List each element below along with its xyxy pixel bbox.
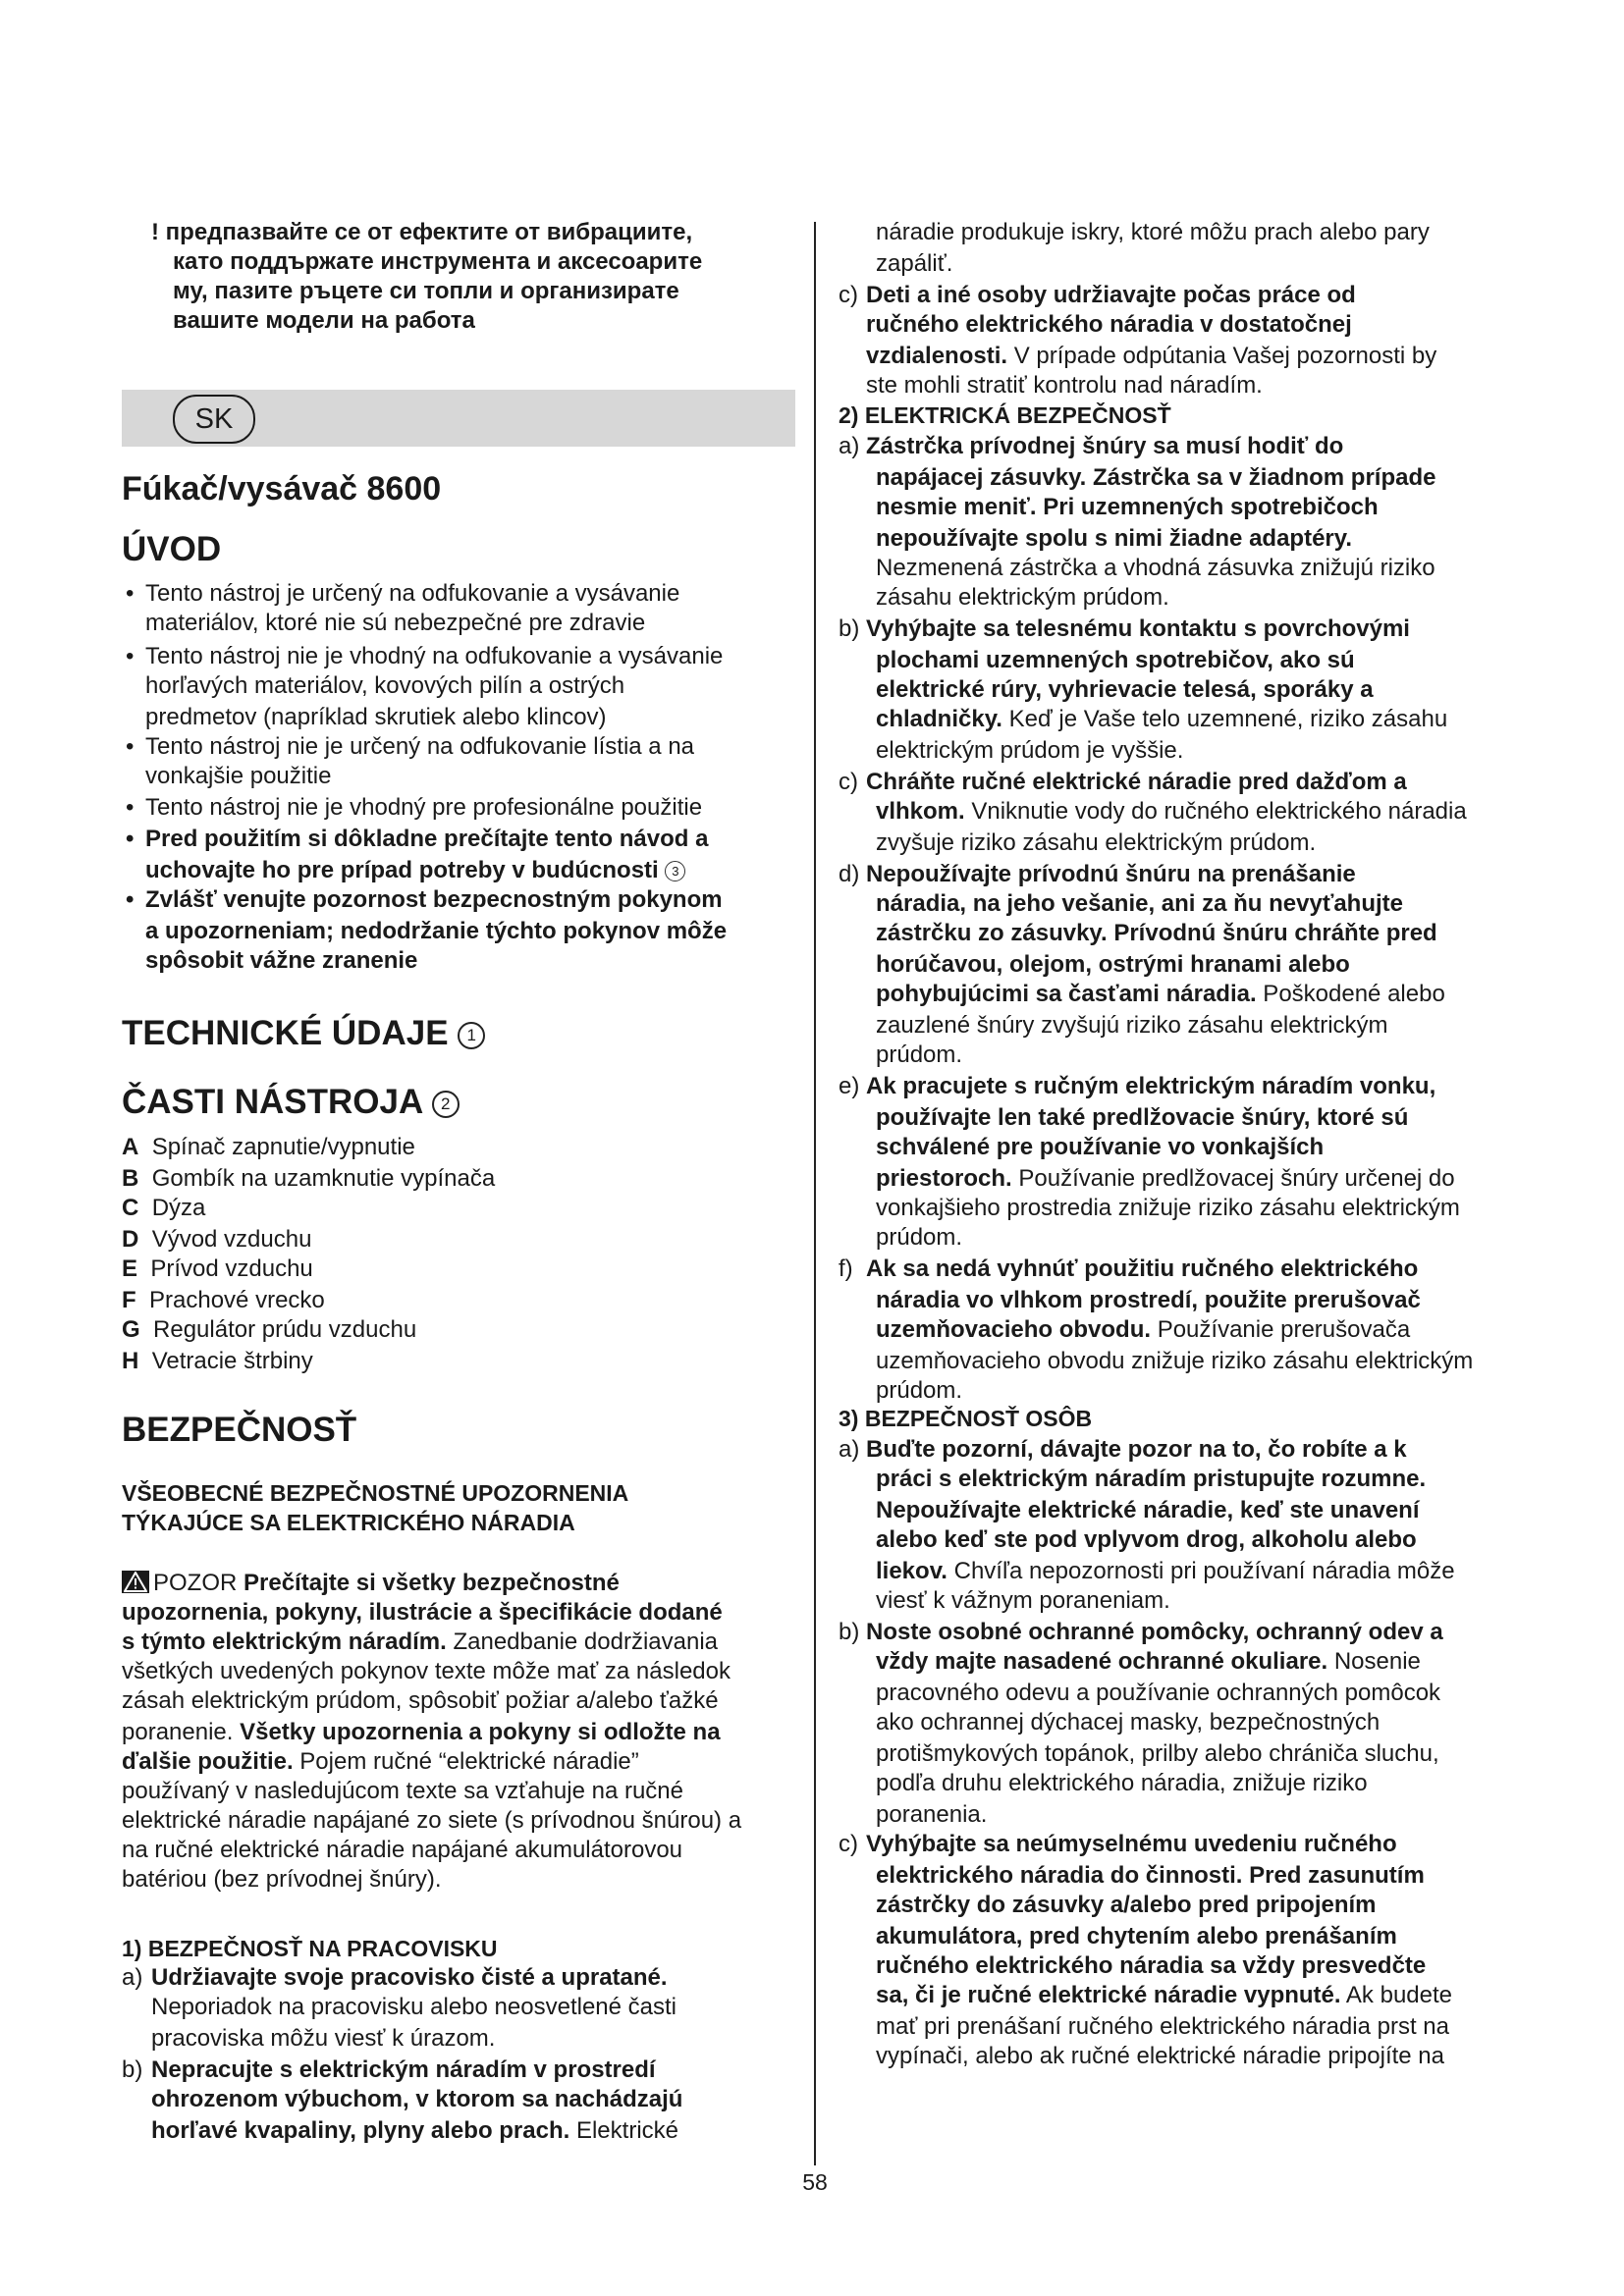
page-number: 58 bbox=[802, 2169, 828, 2195]
safety-sub-2: TÝKAJÚCE SA ELEKTRICKÉHO NÁRADIA bbox=[122, 1510, 575, 1535]
warning-w5: zásah elektrickým prúdom, spôsobiť požiar a/alebo ťažké bbox=[122, 1687, 719, 1714]
item-letter: c) bbox=[839, 769, 858, 795]
r-line bbox=[876, 1315, 1410, 1345]
bullet-dot: • bbox=[126, 886, 135, 913]
s3-heading: 3) BEZPEČNOSŤ OSÔB bbox=[839, 1406, 1093, 1431]
warning-w6b: Všetky upozornenia a pokyny si odložte na bbox=[240, 1719, 721, 1745]
bullet-dot: • bbox=[126, 794, 135, 821]
part-letter: H bbox=[122, 1348, 139, 1374]
r-line: zástrčku zo zásuvky. Prívodnú šnúru chráňte pred bbox=[876, 920, 1437, 946]
warning-w8: používaný v nasledujúcom texte sa vzťahuje na ručné bbox=[122, 1778, 684, 1804]
part-text: Gombík na uzamknutie vypínača bbox=[151, 1165, 496, 1192]
r-bold: pohybujúcimi sa časťami náradia. bbox=[876, 981, 1257, 1007]
bullet-dot: • bbox=[126, 643, 135, 669]
s1b-line-1: Nepracujte s elektrickým náradím v prostredí bbox=[151, 2056, 656, 2083]
part-item bbox=[122, 1286, 325, 1315]
bullet-dot: • bbox=[126, 580, 135, 607]
r-line: ručného elektrického náradia v dostatočnej bbox=[866, 311, 1352, 338]
warning-w7b: ďalšie použitie. bbox=[122, 1748, 294, 1775]
part-item bbox=[122, 1315, 416, 1345]
bg-line-1: ! предпазвайте се от ефектите от вибрациите, bbox=[151, 219, 693, 245]
r-line: protišmykových topánok, prilby alebo chrániča sluchu, bbox=[876, 1740, 1439, 1767]
r-line bbox=[876, 705, 1447, 734]
r-line bbox=[866, 342, 1436, 371]
part-item bbox=[122, 1225, 311, 1255]
safety-heading: BEZPEČNOSŤ bbox=[122, 1411, 357, 1449]
page-title: Fúkač/vysávač 8600 bbox=[122, 470, 442, 507]
r-line: elektrické rúry, vyhrievacie telesá, sporáky a bbox=[876, 676, 1374, 703]
item-letter: b) bbox=[122, 2056, 143, 2083]
uvod-b6b: a upozorneniam; nedodržanie týchto pokynov môže bbox=[145, 918, 728, 944]
r-line: elektrického náradia do činnosti. Pred zasunutím bbox=[876, 1862, 1425, 1889]
r-line bbox=[876, 797, 1467, 827]
r-line: práci s elektrickým náradím pristupujte rozumne. bbox=[876, 1466, 1427, 1492]
r-text: Používanie predlžovacej šnúry určenej do bbox=[1011, 1165, 1455, 1192]
r-line: Buďte pozorní, dávajte pozor na to, čo robíte a k bbox=[866, 1436, 1407, 1463]
r-line: Noste osobné ochranné pomôcky, ochranný odev a bbox=[866, 1619, 1443, 1645]
r-text: V prípade odpútania Vašej pozornosti by bbox=[1007, 343, 1437, 369]
s1a-line-3: pracoviska môžu viesť k úrazom. bbox=[151, 2025, 496, 2052]
parts-heading: ČASTI NÁSTROJA bbox=[122, 1083, 422, 1121]
part-letter: D bbox=[122, 1226, 139, 1253]
r-text: Ak budete bbox=[1340, 1982, 1453, 2008]
r-bold: uzemňovacieho obvodu. bbox=[876, 1316, 1152, 1343]
bg-line-4: вашите модели на работа bbox=[173, 307, 475, 334]
r-line: poranenia. bbox=[876, 1801, 988, 1828]
warning-w2: upozornenia, pokyny, ilustrácie a špecifikácie dodané bbox=[122, 1599, 723, 1626]
part-item bbox=[122, 1133, 415, 1162]
r-line bbox=[876, 1557, 1455, 1586]
warning-w7: Pojem ručné “elektrické náradie” bbox=[293, 1748, 639, 1775]
item-letter: f) bbox=[839, 1255, 853, 1282]
r-line: zapáliť. bbox=[876, 250, 953, 277]
uvod-b1b: materiálov, ktoré nie sú nebezpečné pre zdravie bbox=[145, 610, 646, 636]
item-letter: b) bbox=[839, 1619, 860, 1645]
bullet-dot: • bbox=[126, 826, 135, 852]
warning-icon bbox=[122, 1571, 149, 1593]
r-line: Nezmenená zástrčka a vhodná zásuvka znižujú riziko bbox=[876, 555, 1435, 581]
ref-circle-2: 2 bbox=[432, 1091, 460, 1118]
r-line: pracovného odevu a používanie ochranných pomôcok bbox=[876, 1680, 1441, 1706]
language-badge: SK bbox=[173, 395, 255, 444]
part-text: Vetracie štrbiny bbox=[151, 1348, 313, 1374]
r-line: prúdom. bbox=[876, 1224, 963, 1251]
r-line: Ak pracujete s ručným elektrickým náradím vonku, bbox=[866, 1073, 1436, 1099]
r-line: Nepoužívajte prívodnú šnúru na prenášanie bbox=[866, 861, 1356, 887]
r-bold: vždy majte nasadené ochranné okuliare. bbox=[876, 1648, 1328, 1675]
r-line: zauzlené šnúry zvyšujú riziko zásahu elektrickým bbox=[876, 1012, 1388, 1039]
ref-circle-3: 3 bbox=[665, 861, 685, 881]
uvod-heading: ÚVOD bbox=[122, 530, 222, 568]
r-line: používajte len také predlžovacie šnúry, ktoré sú bbox=[876, 1104, 1409, 1131]
warning-w11: batériou (bez prívodnej šnúry). bbox=[122, 1866, 442, 1893]
uvod-b6c: spôsobit vážne zranenie bbox=[145, 947, 418, 974]
r-line: Vyhýbajte sa neúmyselnému uvedeniu ručného bbox=[866, 1831, 1397, 1857]
item-letter: a) bbox=[839, 1436, 860, 1463]
uvod-b6a: Zvlášť venujte pozornost bezpecnostným pokynom bbox=[145, 886, 723, 913]
r-line: Nepoužívajte elektrické náradie, keď ste unavení bbox=[876, 1497, 1420, 1523]
part-letter: A bbox=[122, 1134, 139, 1160]
r-line: Vyhýbajte sa telesnému kontaktu s povrchovými bbox=[866, 615, 1410, 642]
r-line: alebo keď ste pod vplyvom drog, alkoholu alebo bbox=[876, 1526, 1417, 1553]
r-line: napájacej zásuvky. Zástrčka sa v žiadnom prípade bbox=[876, 464, 1436, 491]
r-line: prúdom. bbox=[876, 1377, 963, 1404]
r-line: ste mohli stratiť kontrolu nad náradím. bbox=[866, 372, 1263, 399]
r-line: horúčavou, olejom, ostrými hranami alebo bbox=[876, 951, 1350, 978]
part-item bbox=[122, 1255, 313, 1284]
r-text: Keď je Vaše telo uzemnené, riziko zásahu bbox=[1001, 706, 1448, 732]
s1-heading: 1) BEZPEČNOSŤ NA PRACOVISKU bbox=[122, 1936, 498, 1961]
part-letter: G bbox=[122, 1316, 140, 1343]
item-letter: a) bbox=[839, 433, 860, 459]
uvod-b2c: predmetov (napríklad skrutiek alebo klincov) bbox=[145, 704, 607, 730]
bullet-dot: • bbox=[126, 733, 135, 760]
r-line bbox=[876, 1164, 1455, 1194]
r-line: podľa druhu elektrického náradia, znižuje riziko bbox=[876, 1770, 1368, 1796]
r-line: uzemňovacieho obvodu znižuje riziko zásahu elektrickým bbox=[876, 1348, 1474, 1374]
r-line: vonkajšieho prostredia znižuje riziko zásahu elektrickým bbox=[876, 1195, 1460, 1221]
part-letter: B bbox=[122, 1165, 139, 1192]
part-text: Dýza bbox=[151, 1195, 206, 1221]
warning-pozor: POZOR bbox=[153, 1570, 238, 1596]
warning-w9: elektrické náradie napájané zo siete (s prívodnou šnúrou) a bbox=[122, 1807, 742, 1834]
bg-line-3: му, пазите ръцете си топли и организирате bbox=[173, 278, 679, 304]
r-line: Deti a iné osoby udržiavajte počas práce od bbox=[866, 282, 1356, 308]
uvod-b5b-line bbox=[145, 856, 685, 885]
r-line: Zástrčka prívodnej šnúry sa musí hodiť do bbox=[866, 433, 1344, 459]
r-bold: sa, či je ručné elektrické náradie vypnuté. bbox=[876, 1982, 1341, 2008]
r-line: zástrčky do zásuvky a/alebo pred pripojením bbox=[876, 1892, 1377, 1918]
r-line: plochami uzemnených spotrebičov, ako sú bbox=[876, 647, 1355, 673]
r-line: Chráňte ručné elektrické náradie pred dažďom a bbox=[866, 769, 1407, 795]
uvod-b2b: horľavých materiálov, kovových pilín a ostrých bbox=[145, 672, 625, 699]
part-item bbox=[122, 1164, 495, 1194]
s1a-line-2: Neporiadok na pracovisku alebo neosvetlené časti bbox=[151, 1994, 677, 2020]
r-line: elektrickým prúdom je vyššie. bbox=[876, 737, 1184, 764]
part-text: Regulátor prúdu vzduchu bbox=[153, 1316, 417, 1343]
part-text: Vývod vzduchu bbox=[151, 1226, 312, 1253]
tech-heading: TECHNICKÉ ÚDAJE bbox=[122, 1014, 449, 1052]
r-line: akumulátora, pred chytením alebo prenášaním bbox=[876, 1923, 1397, 1949]
r-line bbox=[876, 1981, 1452, 2010]
uvod-b1a: Tento nástroj je určený na odfukovanie a vysávanie bbox=[145, 580, 680, 607]
part-item bbox=[122, 1194, 205, 1223]
r-line bbox=[876, 1647, 1421, 1677]
part-letter: C bbox=[122, 1195, 139, 1221]
warning-line-7 bbox=[122, 1747, 639, 1777]
warning-line-6 bbox=[122, 1718, 721, 1747]
language-bar bbox=[122, 390, 795, 447]
r-text: Nosenie bbox=[1327, 1648, 1421, 1675]
parts-heading-line bbox=[122, 1080, 460, 1125]
r-line: Ak sa nedá vyhnúť použitiu ručného elektrického bbox=[866, 1255, 1419, 1282]
uvod-b2a: Tento nástroj nie je vhodný na odfukovanie a vysávanie bbox=[145, 643, 724, 669]
r-line: mať pri prenášaní ručného elektrického náradia prst na bbox=[876, 2013, 1449, 2040]
part-letter: F bbox=[122, 1287, 136, 1313]
r-text: Vniknutie vody do ručného elektrického náradia bbox=[964, 798, 1467, 825]
warning-line-3 bbox=[122, 1628, 718, 1657]
r-line: prúdom. bbox=[876, 1041, 963, 1068]
item-letter: b) bbox=[839, 615, 860, 642]
safety-sub-1: VŠEOBECNÉ BEZPEČNOSTNÉ UPOZORNENIA bbox=[122, 1480, 629, 1506]
r-line: schválené pre používanie vo vonkajších bbox=[876, 1134, 1325, 1160]
r-line bbox=[876, 980, 1445, 1009]
r-bold: priestoroch. bbox=[876, 1165, 1012, 1192]
s1b-line-3r: Elektrické bbox=[569, 2117, 678, 2144]
s2-heading: 2) ELEKTRICKÁ BEZPEČNOSŤ bbox=[839, 402, 1171, 428]
r-line: nesmie meniť. Pri uzemnených spotrebičoch bbox=[876, 494, 1379, 520]
r-line: náradie produkuje iskry, ktoré môžu prach alebo pary bbox=[876, 219, 1430, 245]
r-bold: liekov. bbox=[876, 1558, 947, 1584]
uvod-b3a: Tento nástroj nie je určený na odfukovanie lístia a na bbox=[145, 733, 695, 760]
uvod-b4: Tento nástroj nie je vhodný pre profesionálne použitie bbox=[145, 794, 703, 821]
part-item bbox=[122, 1347, 313, 1376]
item-letter: e) bbox=[839, 1073, 860, 1099]
warning-w3: Zanedbanie dodržiavania bbox=[446, 1629, 719, 1655]
r-line: ručného elektrického náradia sa vždy presvedčte bbox=[876, 1952, 1427, 1979]
uvod-b3b: vonkajšie použitie bbox=[145, 763, 332, 789]
s1b-line-2: ohrozenom výbuchom, v ktorom sa nachádzajú bbox=[151, 2086, 683, 2112]
warning-w10: na ručné elektrické náradie napájané akumulátorovou bbox=[122, 1837, 683, 1863]
r-line: zvyšuje riziko zásahu elektrickým prúdom. bbox=[876, 829, 1317, 856]
part-text: Prívod vzduchu bbox=[150, 1255, 313, 1282]
warning-w4: všetkých uvedených pokynov texte môže mať za následok bbox=[122, 1658, 731, 1684]
r-text: Chvíľa nepozornosti pri používaní náradia môže bbox=[947, 1558, 1455, 1584]
r-line: viesť k vážnym poraneniam. bbox=[876, 1587, 1170, 1614]
item-letter: d) bbox=[839, 861, 860, 887]
part-letter: E bbox=[122, 1255, 138, 1282]
r-line: náradia, na jeho vešanie, ani za ňu nevyťahujte bbox=[876, 890, 1404, 917]
item-letter: a) bbox=[122, 1964, 143, 1991]
s1b-line-3b: horľavé kvapaliny, plyny alebo prach. bbox=[151, 2117, 570, 2144]
ref-circle-1: 1 bbox=[458, 1022, 485, 1049]
warning-w1: Prečítajte si všetky bezpečnostné bbox=[244, 1570, 620, 1596]
r-line: zásahu elektrickým prúdom. bbox=[876, 584, 1169, 611]
part-text: Prachové vrecko bbox=[149, 1287, 325, 1313]
s1b-line-3 bbox=[151, 2116, 678, 2146]
s1a-line-1: Udržiavajte svoje pracovisko čisté a upratané. bbox=[151, 1964, 668, 1991]
r-line: nepoužívajte spolu s nimi žiadne adaptéry. bbox=[876, 525, 1352, 552]
part-text: Spínač zapnutie/vypnutie bbox=[151, 1134, 415, 1160]
tech-heading-line bbox=[122, 1011, 485, 1056]
r-bold: vlhkom. bbox=[876, 798, 965, 825]
item-letter: c) bbox=[839, 1831, 858, 1857]
warning-line-1 bbox=[122, 1569, 620, 1598]
r-line: ako ochrannej dýchacej masky, bezpečnostných bbox=[876, 1709, 1380, 1735]
item-letter: c) bbox=[839, 282, 858, 308]
uvod-b5a: Pred použitím si dôkladne prečítajte tento návod a bbox=[145, 826, 709, 852]
uvod-b5b: uchovajte ho pre prípad potreby v budúcnosti bbox=[145, 857, 659, 883]
r-text: Poškodené alebo bbox=[1256, 981, 1445, 1007]
r-line: vypínači, alebo ak ručné elektrické náradie pripojíte na bbox=[876, 2043, 1444, 2069]
bg-line-2: като поддържате инструмента и аксесоарите bbox=[173, 248, 703, 275]
r-bold: vzdialenosti. bbox=[866, 343, 1008, 369]
warning-w3b: s týmto elektrickým náradím. bbox=[122, 1629, 447, 1655]
warning-w6: poranenie. bbox=[122, 1719, 241, 1745]
r-line: náradia vo vlhkom prostredí, použite prerušovač bbox=[876, 1287, 1421, 1313]
r-bold: chladničky. bbox=[876, 706, 1002, 732]
r-text: Používanie prerušovača bbox=[1151, 1316, 1411, 1343]
column-divider bbox=[814, 222, 816, 2165]
